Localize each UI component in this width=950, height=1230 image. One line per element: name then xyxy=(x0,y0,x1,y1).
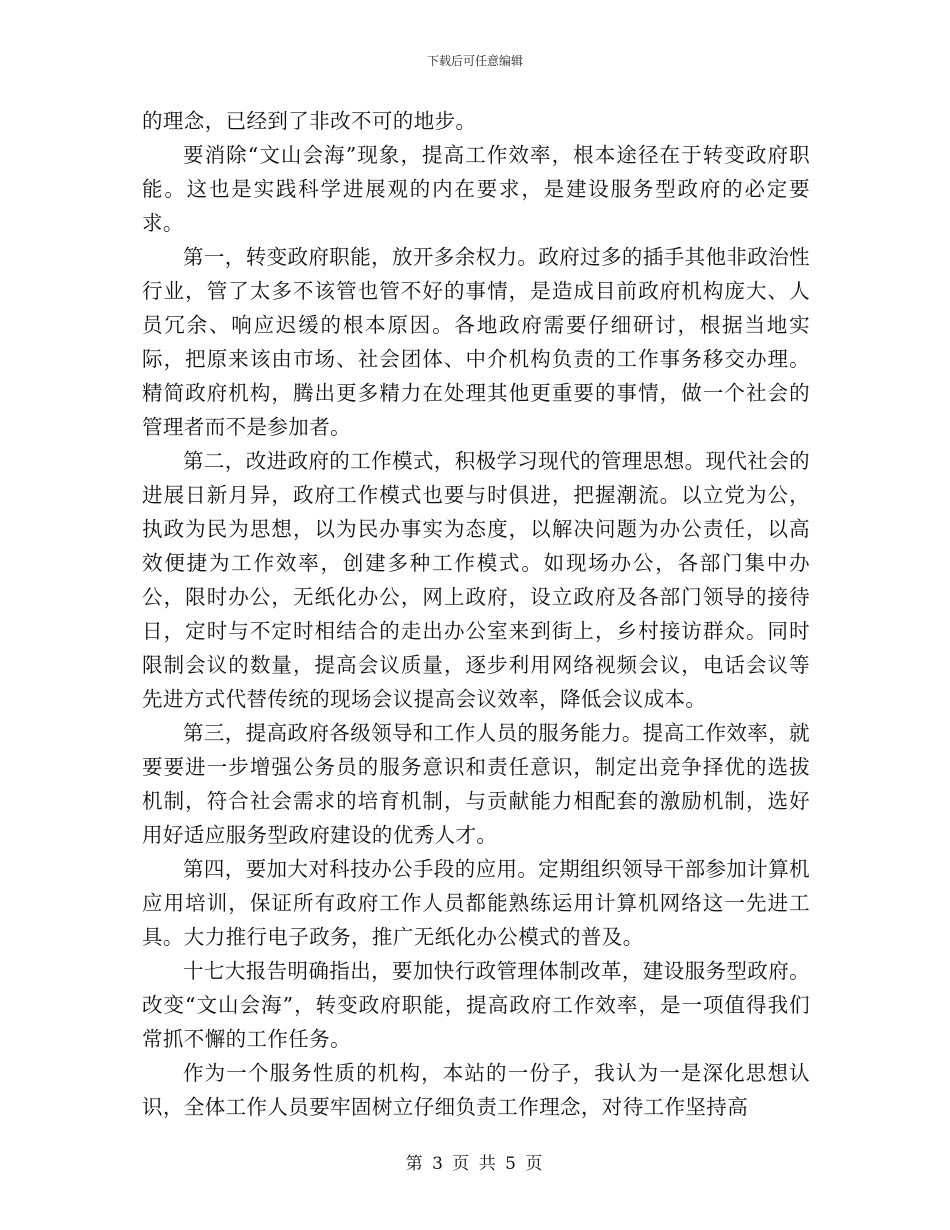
paragraph: 第一，转变政府职能，放开多余权力。政府过多的插手其他非政治性行业，管了太多不该管也管不好的事情，是造成目前政府机构庞大、人员冗余、响应迟缓的根本原因。各地政府需要仔细研讨，根据当地实际，把原来该由市场、社会团体、中介机构负责的工作事务移交办理。精简政府机构，腾出更多精力在处理其他更重要的事情，做一个社会的管理者而不是参加者。 xyxy=(142,245,810,439)
paragraph: 第三，提高政府各级领导和工作人员的服务能力。提高工作效率，就要要进一步增强公务员的服务意识和责任意识，制定出竞争择优的选拔机制，符合社会需求的培育机制，与贡献能力相配套的激励机制，选好用好适应服务型政府建设的优秀人才。 xyxy=(142,721,810,847)
paragraph: 十七大报告明确指出，要加快行政管理体制改革，建设服务型政府。改变“文山会海”，转变政府职能，提高政府工作效率，是一项值得我们常抓不懈的工作任务。 xyxy=(142,959,810,1051)
paragraph: 第二，改进政府的工作模式，积极学习现代的管理思想。现代社会的进展日新月异，政府工作模式也要与时俱进，把握潮流。以立党为公，执政为民为思想，以为民办事实为态度，以解决问题为办公责任，以高效便捷为工作效率，创建多种工作模式。如现场办公，各部门集中办公，限时办公，无纸化办公，网上政府，设立政府及各部门领导的接待日，定时与不定时相结合的走出办公室来到街上，乡村接访群众。同时限制会议的数量，提高会议质量，逐步利用网络视频会议，电话会议等先进方式代替传统的现场会议提高会议效率，降低会议成本。 xyxy=(142,449,810,711)
paragraph-continuation: 的理念，已经到了非改不可的地步。 xyxy=(142,109,477,133)
document-body xyxy=(142,104,810,1124)
paragraph: 作为一个服务性质的机构，本站的一份子，我认为一是深化思想认识，全体工作人员要牢固树立仔细负责工作理念，对待工作坚持高 xyxy=(142,1061,810,1119)
page-header: 下载后可任意编辑 xyxy=(426,54,523,68)
page-number: 第 3 页 共 5 页 xyxy=(405,1154,545,1174)
paragraph: 要消除“文山会海”现象，提高工作效率，根本途径在于转变政府职能。这也是实践科学进展观的内在要求，是建设服务型政府的必定要求。 xyxy=(142,143,810,235)
paragraph: 第四，要加大对科技办公手段的应用。定期组织领导干部参加计算机应用培训，保证所有政府工作人员都能熟练运用计算机网络这一先进工具。大力推行电子政务，推广无纸化办公模式的普及。 xyxy=(142,857,810,949)
